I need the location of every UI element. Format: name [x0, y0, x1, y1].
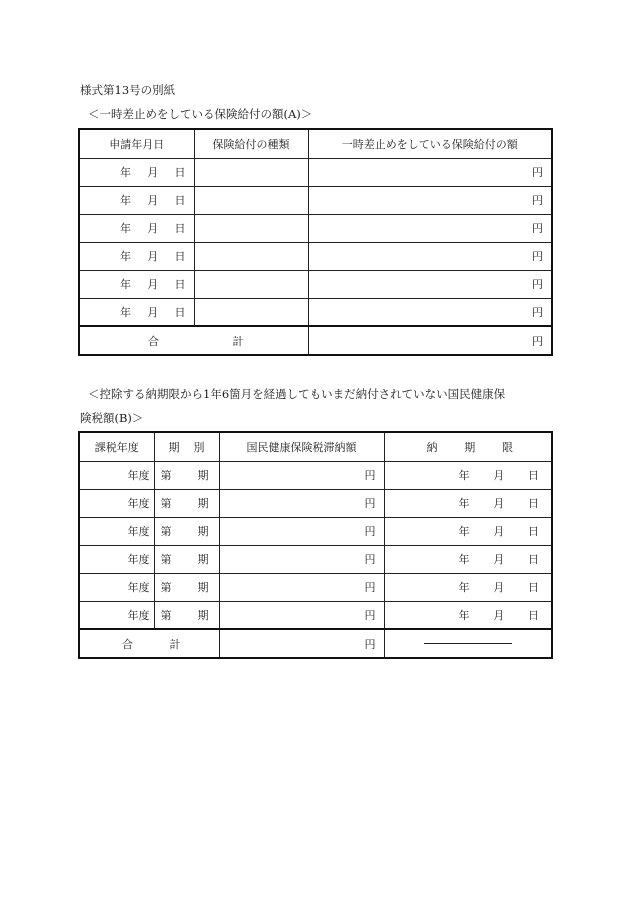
total-label: [79, 326, 308, 355]
day-unit: 日: [174, 222, 186, 235]
total-due-date-cell: [384, 629, 552, 658]
delinquent-amount-cell[interactable]: [219, 461, 384, 489]
yen-unit: 円: [364, 469, 376, 482]
tax-year-cell[interactable]: [79, 517, 154, 545]
application-date-cell[interactable]: [79, 214, 194, 242]
ki-unit: 期: [197, 553, 209, 566]
delinquent-amount-cell[interactable]: [219, 573, 384, 601]
day-unit: 日: [174, 305, 186, 319]
withheld-benefit-table: [78, 128, 553, 356]
application-date-cell[interactable]: [79, 186, 194, 214]
table-row: [79, 270, 552, 298]
month-unit: 月: [493, 581, 505, 594]
year-unit: 年: [458, 497, 470, 510]
total-char-2: 計: [232, 334, 244, 348]
application-date-cell[interactable]: [79, 270, 194, 298]
section-b-title-line1: ＜控除する納期限から1年6箇月を経過してもいまだ納付されていない国民健康保: [88, 387, 506, 401]
application-date-cell[interactable]: [79, 158, 194, 186]
tax-year-cell[interactable]: [79, 489, 154, 517]
day-unit: 日: [528, 525, 539, 538]
table-row: [79, 298, 552, 326]
month-unit: 月: [493, 553, 505, 566]
yen-unit: 円: [532, 278, 543, 291]
table-row: [79, 517, 552, 545]
year-unit: 年: [458, 553, 470, 566]
delinquent-amount-cell[interactable]: [219, 517, 384, 545]
day-unit: 日: [528, 608, 539, 622]
year-unit: 年: [120, 194, 131, 207]
nendo-unit: 年度: [127, 608, 150, 622]
ki-unit: 期: [197, 608, 209, 622]
total-char-1: 合: [148, 334, 159, 348]
amount-cell[interactable]: [308, 270, 552, 298]
benefit-type-cell[interactable]: [194, 158, 308, 186]
header-withheld-amount: 一時差止めをしている保険給付の額: [308, 129, 552, 158]
month-unit: 月: [147, 194, 159, 207]
section-a-title: ＜一時差止めをしている保険給付の額(A)＞: [88, 107, 313, 121]
year-unit: 年: [120, 166, 131, 179]
yen-unit: 円: [532, 166, 543, 179]
header-due-char-1: 納: [426, 440, 438, 454]
table-row: [79, 461, 552, 489]
benefit-type-cell[interactable]: [194, 214, 308, 242]
nendo-unit: 年度: [127, 581, 150, 594]
year-unit: 年: [458, 581, 470, 594]
due-date-cell[interactable]: [384, 517, 552, 545]
tax-year-cell[interactable]: [79, 573, 154, 601]
year-unit: 年: [120, 278, 131, 291]
table-row: [79, 158, 552, 186]
dai-unit: 第: [160, 608, 172, 622]
amount-cell[interactable]: [308, 298, 552, 326]
amount-cell[interactable]: [308, 214, 552, 242]
header-delinquent-amount: 国民健康保険税滞納額: [219, 432, 384, 461]
header-period-char-1: 期: [168, 440, 180, 454]
yen-unit: 円: [532, 305, 543, 319]
amount-cell[interactable]: [308, 158, 552, 186]
total-delinquent-amount-cell[interactable]: [219, 629, 384, 658]
table-row: [79, 489, 552, 517]
month-unit: 月: [147, 166, 159, 179]
table-row: [79, 601, 552, 629]
year-unit: 年: [120, 222, 131, 235]
yen-unit: 円: [532, 222, 543, 235]
table-row: [79, 214, 552, 242]
table-row: [79, 545, 552, 573]
day-unit: 日: [174, 278, 186, 291]
month-unit: 月: [493, 608, 505, 622]
total-char-1: 合: [122, 637, 133, 651]
yen-unit: 円: [364, 553, 376, 566]
month-unit: 月: [493, 497, 505, 510]
total-amount-cell[interactable]: [308, 326, 552, 355]
day-unit: 日: [174, 250, 186, 263]
dash-line: [424, 643, 512, 644]
period-cell[interactable]: [154, 573, 219, 601]
tax-year-cell[interactable]: [79, 545, 154, 573]
yen-unit: 円: [532, 250, 543, 263]
benefit-type-cell[interactable]: [194, 298, 308, 326]
total-row: [79, 326, 552, 355]
amount-cell[interactable]: [308, 242, 552, 270]
day-unit: 日: [528, 469, 539, 482]
table-header-row: [79, 129, 552, 158]
ki-unit: 期: [197, 525, 209, 538]
tax-year-cell[interactable]: [79, 601, 154, 629]
table-row: [79, 242, 552, 270]
delinquent-amount-cell[interactable]: [219, 489, 384, 517]
table-header-row: [79, 432, 552, 461]
month-unit: 月: [147, 305, 159, 319]
day-unit: 日: [528, 581, 539, 594]
year-unit: 年: [458, 525, 470, 538]
nendo-unit: 年度: [127, 469, 150, 482]
year-unit: 年: [458, 469, 470, 482]
year-unit: 年: [120, 305, 131, 319]
benefit-type-cell[interactable]: [194, 186, 308, 214]
header-benefit-type: 保険給付の種類: [194, 129, 308, 158]
period-cell[interactable]: [154, 517, 219, 545]
yen-unit: 円: [364, 497, 376, 510]
delinquent-tax-table: [78, 431, 553, 659]
benefit-type-cell[interactable]: [194, 242, 308, 270]
table-row: [79, 573, 552, 601]
section-b-title-line2: 険税額(B)＞: [80, 411, 144, 425]
ki-unit: 期: [197, 497, 209, 510]
day-unit: 日: [174, 166, 186, 179]
total-row: [79, 629, 552, 658]
day-unit: 日: [528, 553, 539, 566]
day-unit: 日: [528, 497, 539, 510]
dai-unit: 第: [160, 469, 172, 482]
month-unit: 月: [493, 469, 505, 482]
application-date-cell[interactable]: [79, 298, 194, 326]
dai-unit: 第: [160, 581, 172, 594]
header-due-char-2: 期: [464, 440, 476, 454]
header-tax-year: 課税年度: [79, 432, 154, 461]
month-unit: 月: [147, 250, 159, 263]
header-application-date: 申請年月日: [79, 129, 194, 158]
dai-unit: 第: [160, 497, 172, 510]
benefit-type-cell[interactable]: [194, 270, 308, 298]
dai-unit: 第: [160, 525, 172, 538]
yen-unit: 円: [364, 525, 376, 538]
due-date-cell[interactable]: [384, 601, 552, 629]
total-label: [79, 629, 219, 658]
delinquent-amount-cell[interactable]: [219, 601, 384, 629]
nendo-unit: 年度: [127, 553, 150, 566]
total-char-2: 計: [169, 637, 181, 651]
period-cell[interactable]: [154, 545, 219, 573]
yen-unit: 円: [364, 608, 376, 622]
month-unit: 月: [147, 278, 159, 291]
yen-unit: 円: [532, 334, 543, 348]
year-unit: 年: [120, 250, 131, 263]
year-unit: 年: [458, 608, 470, 622]
month-unit: 月: [493, 525, 505, 538]
nendo-unit: 年度: [127, 525, 150, 538]
form-label: 様式第13号の別紙: [80, 83, 176, 97]
header-due-char-3: 限: [502, 440, 513, 454]
table-row: [79, 186, 552, 214]
yen-unit: 円: [364, 637, 376, 651]
period-cell[interactable]: [154, 489, 219, 517]
tax-year-cell[interactable]: [79, 461, 154, 489]
due-date-cell[interactable]: [384, 545, 552, 573]
header-period-char-2: 別: [193, 440, 205, 454]
due-date-cell[interactable]: [384, 461, 552, 489]
ki-unit: 期: [197, 469, 209, 482]
yen-unit: 円: [364, 581, 376, 594]
day-unit: 日: [174, 194, 186, 207]
period-cell[interactable]: [154, 601, 219, 629]
header-due-date: [384, 432, 552, 461]
amount-cell[interactable]: [308, 186, 552, 214]
yen-unit: 円: [532, 194, 543, 207]
ki-unit: 期: [197, 581, 209, 594]
due-date-cell[interactable]: [384, 489, 552, 517]
period-cell[interactable]: [154, 461, 219, 489]
delinquent-amount-cell[interactable]: [219, 545, 384, 573]
month-unit: 月: [147, 222, 159, 235]
dai-unit: 第: [160, 553, 172, 566]
header-period: [154, 432, 219, 461]
application-date-cell[interactable]: [79, 242, 194, 270]
nendo-unit: 年度: [127, 497, 150, 510]
due-date-cell[interactable]: [384, 573, 552, 601]
